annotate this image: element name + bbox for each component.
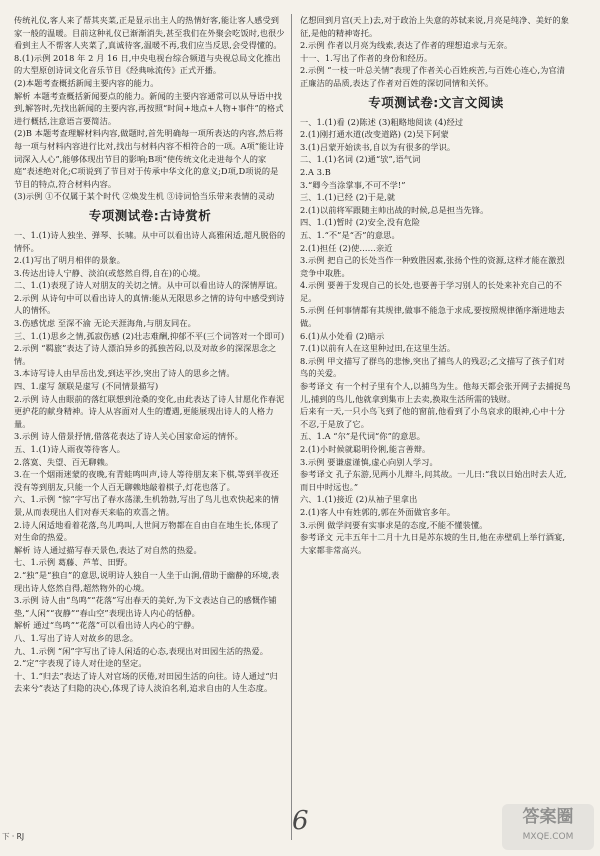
text-line: 十、1.“归去”表达了诗人对官场的厌倦,对田园生活的向往。诗人通过“归去来兮”表达了归隐的决心,体现了诗人淡泊名利,追求自由的人生态度。 [14, 670, 278, 694]
text-line: 四、1.(1)暂时 (2)安全,没有危险 [300, 217, 421, 228]
text-line: 3.(1)吕蒙开始读书,自以为有很多的学识。 [300, 141, 456, 152]
text-line: 8.(1)示例 2018 年 2 月 16 日,中央电视台综合频道与央视总局文化推出的大型原创诗词文化音乐节目《经典咏流传》正式开播。 [14, 52, 281, 76]
text-line: 参考译文 孔子东游,见两小儿辩斗,问其故。一儿曰:“我以日始出时去人近,而日中时远也。” [300, 469, 567, 492]
text-line: 3.示例 做学问要有实事求是的态度,不能不懂装懂。 [300, 519, 488, 530]
text-line: 解析 通过“鸟鸣”“花落”可以看出诗人内心的宁静。 [14, 620, 200, 631]
text-line: 解析 诗人通过描写春天景色,表达了对自然的热爱。 [14, 544, 202, 555]
text-line: 3.示例 诗人借景抒情,借落花表达了诗人关心国家命运的情怀。 [14, 431, 243, 442]
text-line: 3.“卿今当涂掌事,不可不学!” [300, 179, 406, 190]
text-line: 解析 本题考查概括新闻要点的能力。新闻的主要内容通常可以从导语中找到,解答时,先找出新闻的主要内容,再按照“时间+地点+人物+事件”的格式进行概括,注意语言要简洁。 [14, 90, 284, 126]
text-line: 六、1.(1)接近 (2)从袖子里拿出 [300, 494, 418, 505]
text-line: 3.伤感忧虑 至深不渝 无论天涯海角,与朋友同在。 [14, 318, 196, 329]
text-line: 2.A 3.B [300, 166, 331, 177]
text-line: 六、1.示例 “惊”字写出了春水荡漾,生机勃勃,写出了鸟儿也欢快起来的情景,从而表现出人们对春天来临的欢喜之情。 [14, 494, 280, 517]
text-line: 2.示例 “一枝一叶总关情”表现了作者关心百姓疾苦,与百姓心连心,为官清正廉洁的品质,表达了作者对百姓的深切同情和关怀。 [300, 65, 566, 88]
text-line: 2.示例 “羁旅”表达了诗人漂泊异乡的孤独苦闷,以及对故乡的深深思念之情。 [14, 343, 277, 366]
right-column [300, 14, 572, 556]
text-line: 3.示例 把自己的长处当作一种致胜因素,张扬个性的资源,这样才能在激烈竞争中取胜。 [300, 255, 565, 278]
section-title-poetry: 专项测试卷:古诗赏析 [88, 207, 212, 223]
text-line: 2.示例 诗人由眼前的落红联想到沧桑的变化,由此表达了诗人甘愿化作春泥更护花的献身精神。诗人从容面对人生的遭遇,更能展现出诗人的人格力量。 [14, 393, 285, 429]
text-line: 一、1.(1)看 (2)陈述 (3)粗略地阅读 (4)经过 [300, 116, 464, 127]
text-line: (2)B 本题考查理解材料内容,做题时,首先明确每一项所表达的内容,然后将每一项与材料内容进行比对,找出与材料内容不相符合的一项。A项“能让诗词深入人心”,能够体现出节目的影响;B项“使传统文化走进每个人的家庭”表述绝对化;C项说到了节目对于传承中华文化的意义;D项,D项说的是节目的特点,符合材料内容。 [14, 128, 284, 189]
text-line: 五、1.“不”是“否”的意思。 [300, 229, 400, 240]
text-line: 3.示例 诗人由“鸟鸣”“花落”写出春天的美好,为下文表达自己的感慨作铺垫,“人闲”“夜静”“春山空”表现出诗人内心的恬静。 [14, 595, 277, 618]
text-line: 2.示例 作者以月亮为线索,表达了作者的理想追求与无奈。 [300, 40, 513, 51]
text-line: 2.(1)以前将军跟随主帅出战的时候,总是担当先锋。 [300, 204, 489, 215]
right-top-block [300, 14, 572, 90]
text-line: 2.示例 从诗句中可以看出诗人的真情:能从无限思乡之情的诗句中感受到诗人的情怀。 [14, 292, 285, 316]
text-line: 二、1.(1)名词 (2)通“欤”,语气词 [300, 154, 421, 165]
text-line: 十一、1.写出了作者的身份和经历。 [300, 52, 433, 63]
text-line: 一、1.(1)诗人独坐、弹琴、长啸。从中可以看出诗人高雅闲适,超凡脱俗的情怀。 [14, 229, 286, 253]
text-line: 2.(1)小时候就聪明伶俐,能言善辩。 [300, 444, 431, 454]
text-line: 四、1.虚写 颔联是虚写 (不同情景描写) [14, 381, 159, 392]
text-line: 二、1.(1)表现了诗人对朋友的关切之情。从中可以看出诗人的深情厚谊。 [14, 280, 283, 291]
text-line: 八、1.写出了诗人对故乡的思念。 [14, 632, 139, 643]
text-line: 6.(1)从小处看 (2)暗示 [300, 330, 385, 341]
text-line: 五、1.(1)诗人雨夜等待客人。 [14, 444, 126, 454]
text-line: (2)本题考查概括新闻主要内容的能力。 [14, 77, 159, 88]
text-line: 2.“独”是“独自”的意思,说明诗人独自一人坐于山涧,借助于幽静的环境,表现出诗人悠然自得,超然物外的心境。 [14, 569, 280, 593]
text-line: 3.传达出诗人宁静、淡泊(或悠然自得,自在)的心境。 [14, 267, 206, 278]
text-line: 亿想回到月宫(天上)去,对于政治上失意的苏轼来说,月亮是纯净、美好的象征,是他的精神寄托。 [300, 15, 569, 38]
page-footer-label: 下 · RJ [2, 832, 25, 841]
text-line: 2.(1)刚打通水道(改变道路) (2)吴下阿蒙 [300, 129, 449, 140]
text-line: 五、1.A “尔”是代词“你”的意思。 [300, 431, 426, 442]
text-line: 3.本诗写诗人由早岳出发,到达平沙,突出了诗人的思乡之情。 [14, 368, 235, 379]
text-line: (3)示例 ①不仅属于某个时代 ②焕发生机 ③诗词恰当乐带来表情的灵动 [14, 191, 275, 202]
text-line: 参考译文 元丰五年十二月十九日是苏东坡的生日,他在赤壁矶上举行酒宴,大家都非常高兴。 [300, 532, 566, 555]
text-line: 8.示例 甲文描写了群鸟的悲惨,突出了捕鸟人的残忍;乙文描写了孩子们对鸟的关爱。 [300, 355, 565, 379]
text-line: 2.“定”字表现了诗人对仕途的坚定。 [14, 658, 147, 669]
text-line: 2.落寞、失望、百无聊赖。 [14, 456, 114, 467]
classical-prose-answers [300, 116, 572, 557]
text-line: 2.(1)客人中有姓郭的,郭在外面做官多年。 [300, 506, 456, 517]
text-line: 三、1.(1)思乡之情,孤寂伤感 (2)壮志难酬,抑郁不平(三个词答对一个即可) [14, 330, 285, 341]
text-line: 九、1.示例 “闲”字写出了诗人闲适的心态,表现出对田园生活的热爱。 [14, 645, 269, 656]
text-line: 三、1.(1)已经 (2)于是,就 [300, 192, 396, 203]
section-title-classical-prose: 专项测试卷:文言文阅读 [368, 94, 504, 110]
left-column [14, 14, 286, 695]
column-divider [291, 14, 292, 840]
text-line: 参考译文 有一个村子里有个人,以捕鸟为生。他每天都会张开网子去捕捉鸟儿,捕到的鸟儿,他就拿到集市上去卖,换取生活所需的钱财。 [300, 381, 571, 404]
text-line: 3.在一个烟雨迷蒙的夜晚,有青蛙鸣叫声,诗人等待朋友来下棋,等到半夜还没有等到朋友,只能一个人百无聊赖地敲着棋子,灯花也落了。 [14, 469, 279, 492]
text-line: 4.示例 要善于发现自己的长处,也要善于学习别人的长处来补充自己的不足。 [300, 280, 563, 303]
text-line: 5.示例 任何事情都有其规律,做事不能急于求成,要按照规律循序渐进地去做。 [300, 305, 565, 329]
left-top-block [14, 14, 286, 203]
text-line: 2.诗人闲适地看着花落,鸟儿鸣叫,人世间万物都在自由自在地生长,体现了对生命的热爱。 [14, 519, 279, 543]
poetry-answers [14, 229, 286, 695]
site-watermark [502, 804, 594, 850]
text-line: 七、1.示例 葛藤、芦苇、田野。 [14, 557, 133, 568]
text-line: 3.示例 要谦虚谨慎,虚心向别人学习。 [300, 456, 438, 467]
watermark-logo-text: 答案圈 [522, 807, 574, 827]
text-line: 7.(1)以前有人在这里种过田,在这里生活。 [300, 343, 456, 354]
text-line: 2.(1)写出了明月相伴的景象。 [14, 255, 126, 266]
handwritten-mark: 6 [292, 806, 309, 836]
text-line: 后来有一天,一只小鸟飞到了他的窗前,他看到了小鸟哀求的眼神,心中十分不忍,于是放了它。 [300, 406, 566, 429]
text-line: 传统礼仪,客人来了帮其夹菜,正是显示出主人的热情好客,能让客人感受到家一般的温暖。目前这种礼仪已渐渐消失,甚至我们在外聚会吃饭时,也很少看到主人不帮客人夹菜了,真诚待客,温暖不再,我们应当反思,会受得懂的。 [14, 15, 285, 51]
watermark-url: MXQE.COM [522, 832, 574, 842]
text-line: 2.(1)担任 (2)使……亲近 [300, 242, 393, 253]
